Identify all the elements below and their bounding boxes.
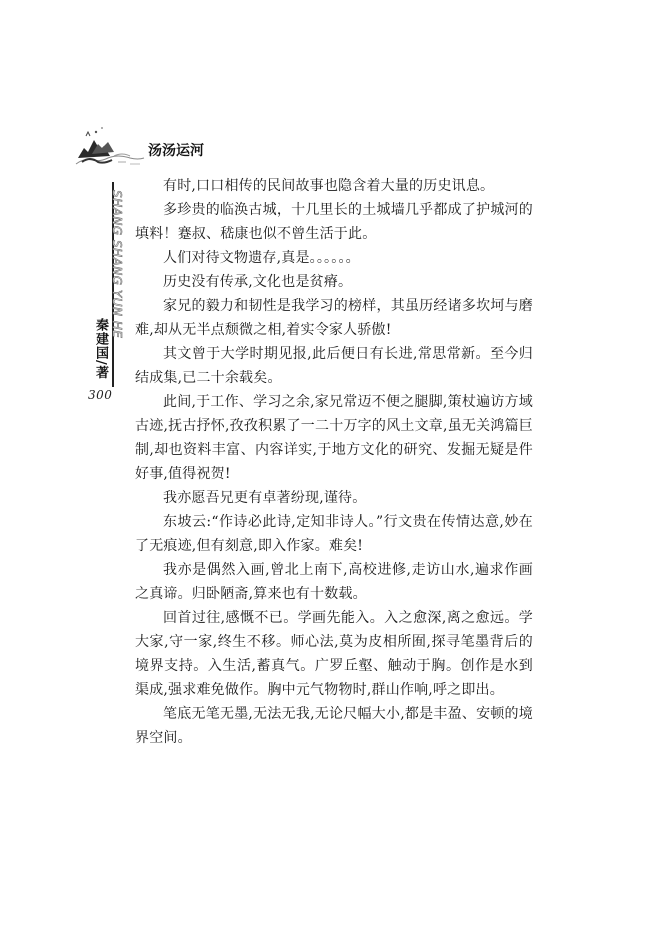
paragraph: 多珍贵的临涣古城，十几里长的土城墙几乎都成了护城河的填料！蹇叔、嵇康也似不曾生活于此。 (135, 202, 533, 242)
ink-landscape-icon (74, 118, 146, 176)
page-number: 300 (88, 388, 113, 402)
running-header (74, 118, 204, 176)
paragraph: 历史没有传承,文化也是贫瘠。 (163, 274, 353, 290)
paragraph: 回首过往,感慨不已。学画先能入。入之愈深,离之愈远。学大家,守一家,终生不移。师心法,莫为皮相所囿,探寻笔墨背后的境界支持。入生活,蓄真气。广罗丘壑、触动于胸。创作是水到渠成,强求难免做作。胸中元气物物时,群山作响,呼之即出。 (135, 610, 533, 698)
side-pinyin-title: SHANG SHANG YUN HE (110, 190, 124, 339)
side-author: 秦建国/著 (93, 318, 108, 380)
running-header-title: 汤汤运河 (148, 143, 204, 159)
body-text (135, 174, 533, 750)
paragraph: 此间,于工作、学习之余,家兄常迈不便之腿脚,策杖遍访方域古迹,抚古抒怀,孜孜积累了一二十万字的风土文章,虽无关鸿篇巨制,却也资料丰富、内容详实,于地方文化的研究、发掘无疑是件好事,值得祝贺! (135, 394, 533, 482)
paragraph: 家兄的毅力和韧性是我学习的榜样，其虽历经诸多坎坷与磨难,却从无半点颓微之相,着实令家人骄傲! (135, 298, 533, 338)
paragraph: 笔底无笔无墨,无法无我,无论尺幅大小,都是丰盈、安顿的境界空间。 (135, 706, 533, 746)
paragraph: 人们对待文物遗存,真是。。。。。。 (163, 250, 360, 266)
paragraph: 我亦是偶然入画,曾北上南下,高校进修,走访山水,遍求作画之真谛。归卧陋斋,算来也有十数载。 (135, 562, 533, 602)
paragraph: 我亦愿吾兄更有卓著纷现,谨待。 (163, 490, 367, 506)
paragraph: 东坡云:“作诗必此诗,定知非诗人。”行文贵在传情达意,妙在了无痕迹,但有刻意,即入作家。难矣! (135, 514, 533, 554)
paragraph: 有时,口口相传的民间故事也隐含着大量的历史讯息。 (163, 178, 495, 194)
paragraph: 其文曾于大学时期见报,此后便日有长进,常思常新。至今归结成集,已二十余载矣。 (135, 346, 533, 386)
